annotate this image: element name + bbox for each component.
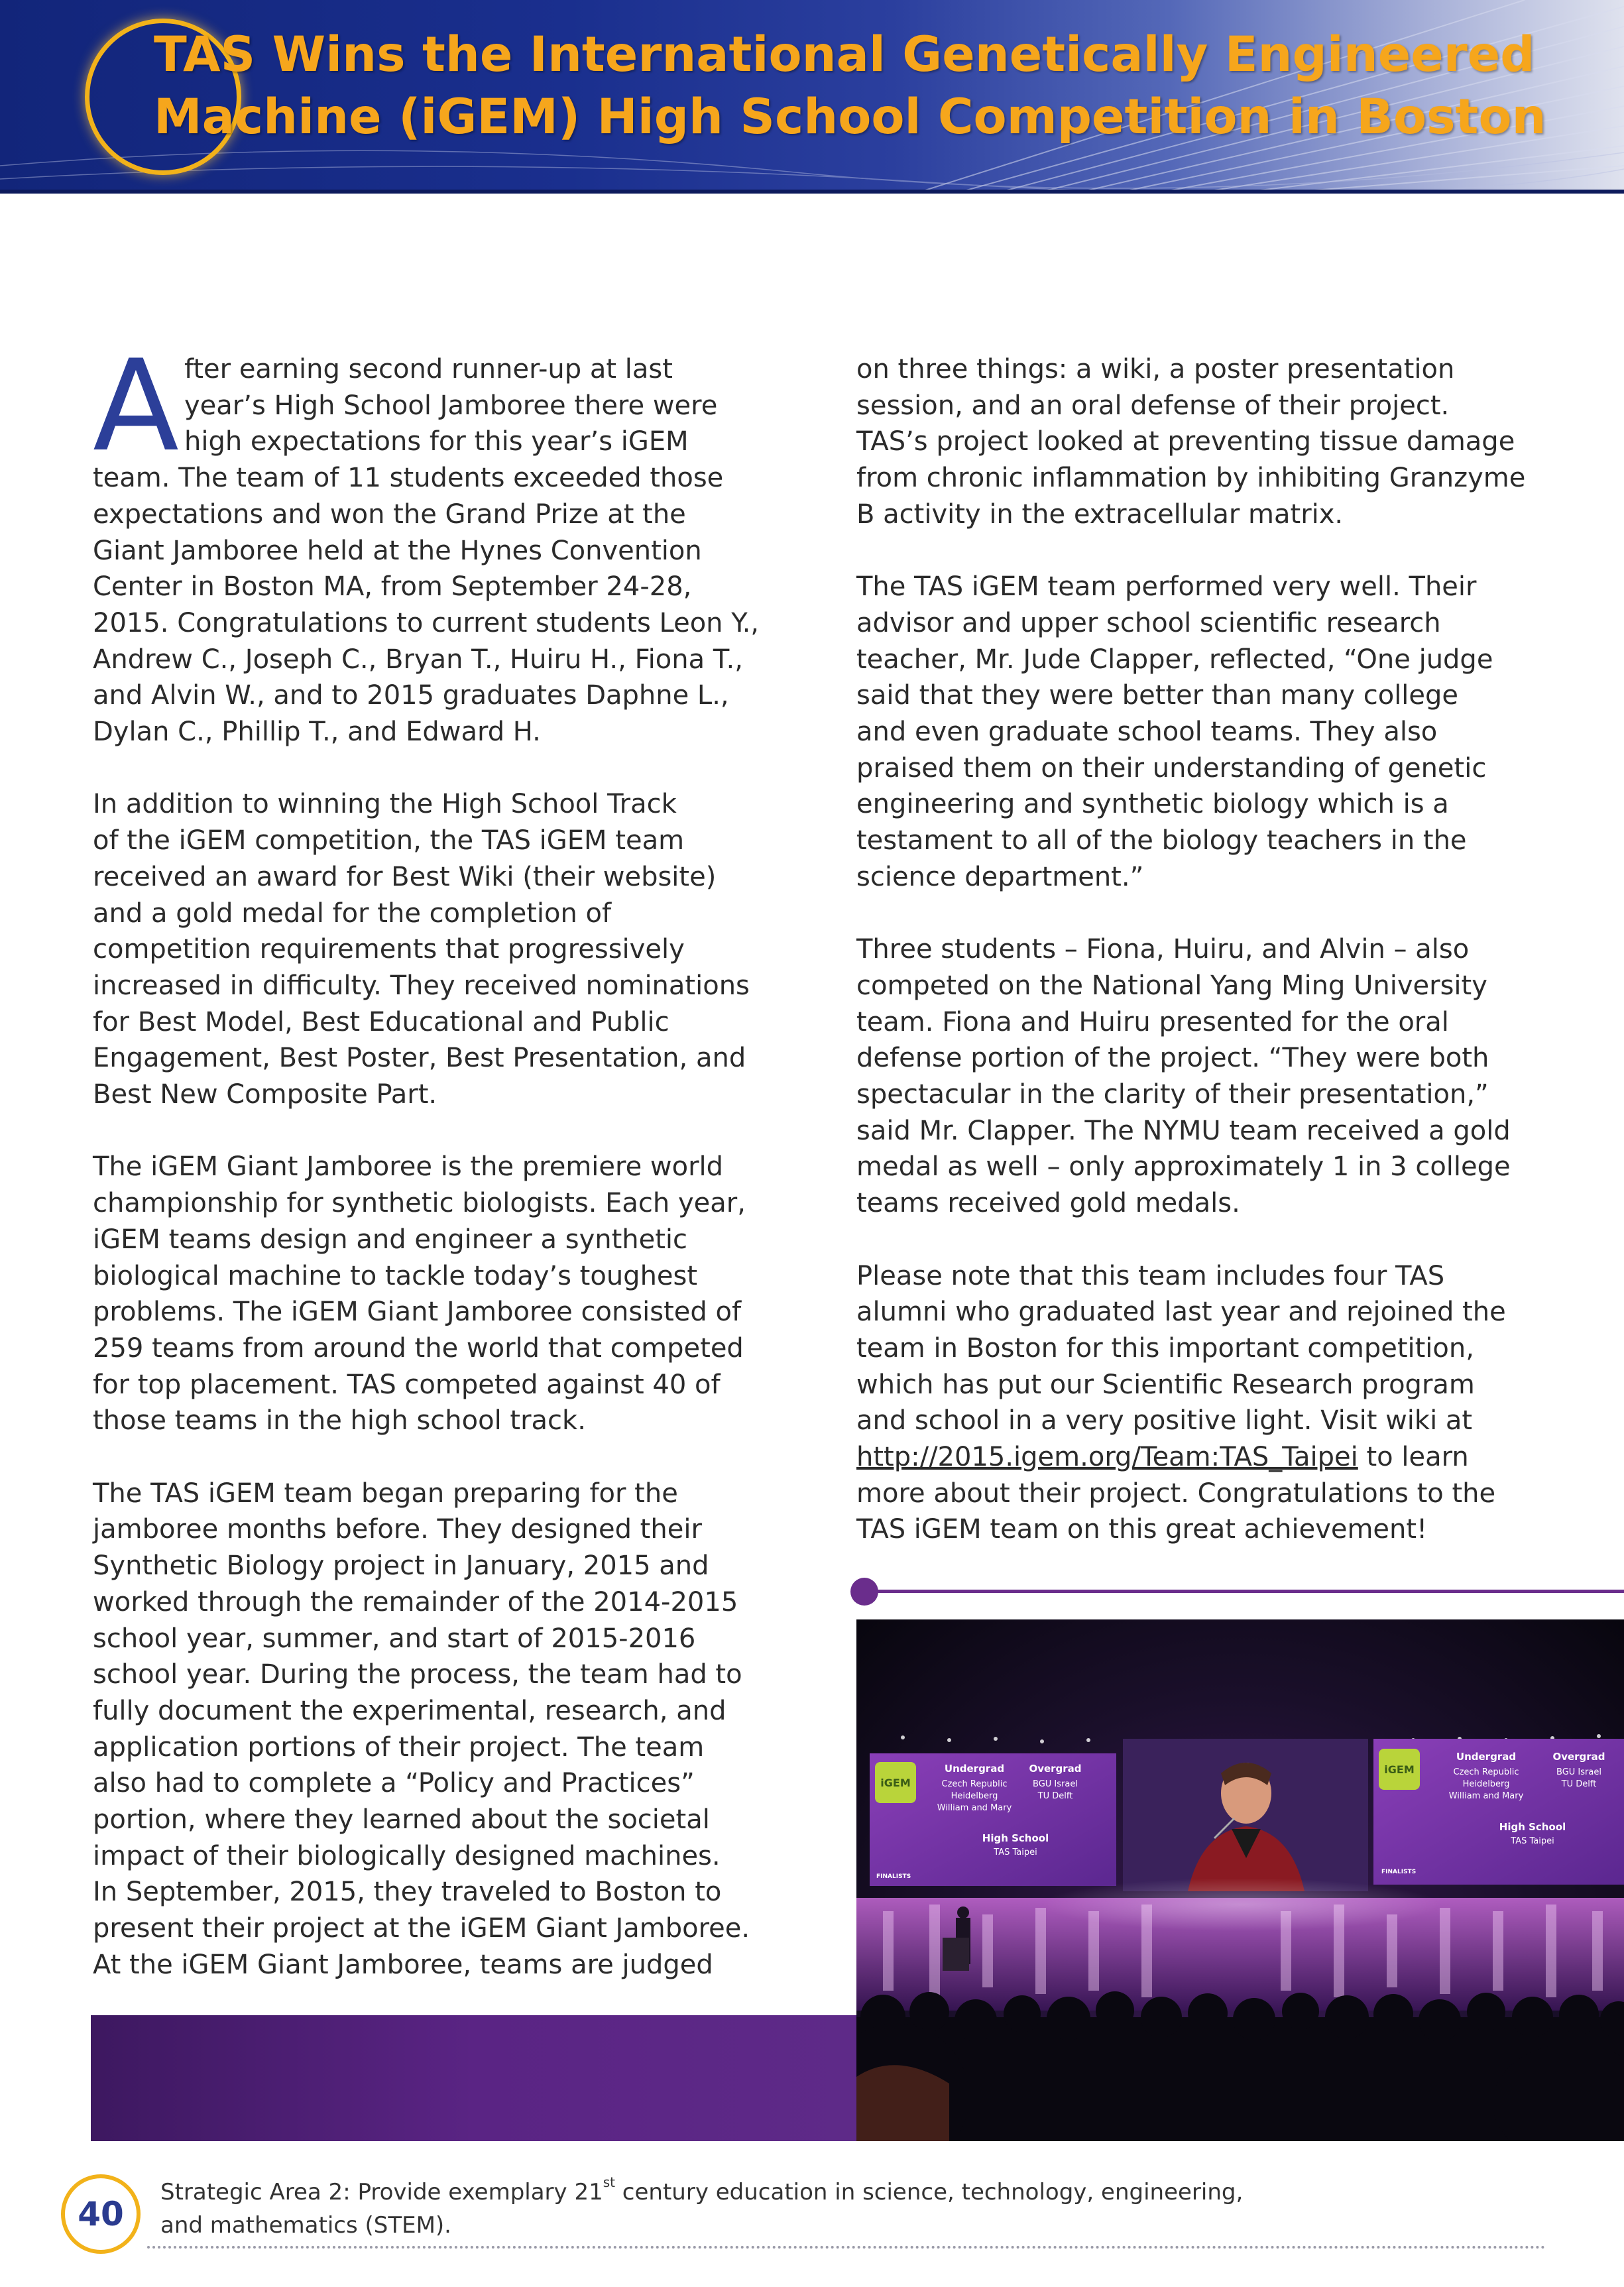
right-screen-undergrad-item-3: William and Mary bbox=[1448, 1791, 1524, 1801]
left-screen-highschool-header: High School bbox=[982, 1832, 1049, 1844]
article-column-right bbox=[856, 351, 1559, 1584]
page-number: 40 bbox=[78, 2195, 124, 2233]
footer-line-2: and mathematics (STEM). bbox=[160, 2212, 451, 2239]
paragraph-closing bbox=[856, 1258, 1559, 1549]
left-screen-overgrad-item-1: BGU Israel bbox=[1033, 1779, 1078, 1789]
left-screen-undergrad-header: Undergrad bbox=[944, 1763, 1005, 1775]
left-screen-undergrad-item-2: Heidelberg bbox=[951, 1791, 998, 1801]
audience-silhouettes bbox=[856, 1991, 1624, 2141]
left-screen-highschool-item: TAS Taipei bbox=[994, 1847, 1037, 1857]
paragraph-intro bbox=[93, 333, 795, 750]
right-screen-logo: iGEM bbox=[1384, 1763, 1415, 1776]
page-number-badge bbox=[61, 2174, 141, 2254]
footer-superscript: st bbox=[603, 2174, 615, 2190]
right-screen-highschool-header: High School bbox=[1499, 1821, 1566, 1833]
closing-text-before-link: Please note that this team includes four TAS alumni who graduated last year and rejoined the team in Boston for this important competition, which has put our Scientific Research program and school in a very positive light. Visit wiki at bbox=[856, 1260, 1506, 1437]
closing-text-after-link: to learn more about their project. Congratulations to the TAS iGEM team on this great achievement! bbox=[856, 1442, 1496, 1545]
paragraph-jamboree: The iGEM Giant Jamboree is the premiere world championship for synthetic biologists. Each year, iGEM teams design and engineer a synthetic biological machine to tackle today’s toughest problems. The iGEM Giant Jamboree consisted of 259 teams from around the world that competed for top placement. TAS competed against 40 of those teams in the high school track. bbox=[93, 1151, 746, 1437]
center-display-speaker bbox=[1123, 1739, 1368, 1891]
photo-divider-line bbox=[864, 1590, 1624, 1593]
left-display-screen bbox=[870, 1753, 1116, 1886]
jamboree-photo bbox=[856, 1619, 1624, 2141]
paragraph-performance: The TAS iGEM team performed very well. Their advisor and upper school scientific research teacher, Mr. Jude Clapper, reflected, “One judge said that they were better than many college and even graduate school teams. They also praised them on their understanding of genetic engineering and synthetic biology which is a testament to all of the biology teachers in the science department.” bbox=[856, 571, 1493, 892]
right-screen-overgrad-header: Overgrad bbox=[1552, 1751, 1605, 1763]
footer-dotted-rule bbox=[147, 2246, 1546, 2249]
right-screen-undergrad-header: Undergrad bbox=[1456, 1751, 1517, 1763]
paragraph-nymu: Three students – Fiona, Huiru, and Alvin – also competed on the National Yang Ming University team. Fiona and Huiru presented for the oral defense portion of the project. “They were both spectacular in the clarity of their presentation,” said Mr. Clapper. The NYMU team received a gold medal as well – only approximately 1 in 3 college teams received gold medals. bbox=[856, 934, 1511, 1219]
article-title: TAS Wins the International Genetically Engineered Machine (iGEM) High School Competition in Boston bbox=[154, 27, 1546, 145]
header-underline bbox=[0, 190, 1624, 194]
right-screen-highschool-item: TAS Taipei bbox=[1511, 1836, 1554, 1846]
footer-strategic-area bbox=[160, 2176, 1486, 2242]
header-banner bbox=[0, 0, 1624, 194]
footer-text-before-sup: Strategic Area 2: Provide exemplary 21 bbox=[160, 2179, 603, 2205]
purple-accent-bar bbox=[91, 2015, 860, 2141]
article-column-left bbox=[93, 333, 795, 2019]
right-screen-finalists: FINALISTS bbox=[1381, 1869, 1417, 1875]
right-display-screen bbox=[1373, 1739, 1624, 1885]
paragraph-intro-text: fter earning second runner-up at last year’s High School Jamboree there were high expectations for this year’s iGEM team. The team of 11 students exceeded those expectations and won the Grand Prize at the Giant Jamboree held at the Hynes Convention Center in Boston MA, from September 24-28, 2015. Congratulations to current students Leon Y., Andrew C., Joseph C., Bryan T., Huiru H., Fiona T., and Alvin W., and to 2015 graduates Daphne L., Dylan C., Phillip T., and Edward H. bbox=[93, 354, 759, 748]
left-screen-overgrad-header: Overgrad bbox=[1029, 1763, 1082, 1775]
jamboree-photo-illustration bbox=[856, 1619, 1624, 2141]
right-screen-undergrad-item-1: Czech Republic bbox=[1453, 1767, 1519, 1777]
paragraph-awards: In addition to winning the High School Track of the iGEM competition, the TAS iGEM team received an award for Best Wiki (their website) and a gold medal for the completion of competition requirements that progressively increased in difficulty. They received nominations for Best Model, Best Educational and Public Engagement, Best Poster, Best Presentation, and Best New Composite Part. bbox=[93, 789, 750, 1110]
left-screen-logo: iGEM bbox=[880, 1777, 911, 1789]
paragraph-preparation: The TAS iGEM team began preparing for the jamboree months before. They designed their Synthetic Biology project in January, 2015 and worked through the remainder of the 2014-2015 school year, summer, and start of 2015-2016 school year. During the process, the team had to fully document the experimental, research, and application portions of their project. The team also had to complete a “Policy and Practices” portion, where they learned about the societal impact of their biologically designed machines. In September, 2015, they traveled to Boston to present their project at the iGEM Giant Jamboree. At the iGEM Giant Jamboree, teams are judged bbox=[93, 1478, 750, 1980]
footer-line-1 bbox=[160, 2176, 1486, 2209]
right-screen-overgrad-item-1: BGU Israel bbox=[1556, 1767, 1601, 1777]
left-screen-overgrad-item-2: TU Delft bbox=[1037, 1791, 1073, 1801]
footer-text-after-sup: century education in science, technology, engineering, bbox=[615, 2179, 1244, 2205]
left-screen-undergrad-item-1: Czech Republic bbox=[941, 1779, 1008, 1789]
right-screen-undergrad-item-2: Heidelberg bbox=[1462, 1779, 1510, 1789]
left-screen-finalists: FINALISTS bbox=[876, 1873, 911, 1880]
dropcap: A bbox=[93, 333, 179, 479]
right-screen-overgrad-item-2: TU Delft bbox=[1561, 1779, 1597, 1789]
left-screen-undergrad-item-3: William and Mary bbox=[937, 1803, 1012, 1813]
team-wiki-link[interactable]: http://2015.igem.org/Team:TAS_Taipei bbox=[856, 1442, 1358, 1473]
stage-area bbox=[856, 1878, 1624, 2011]
photo-divider-dot bbox=[850, 1578, 878, 1606]
paragraph-judging: on three things: a wiki, a poster presentation session, and an oral defense of their project. TAS’s project looked at preventing tissue damage from chronic inflammation by inhibiting Granzyme B activity in the extracellular matrix. bbox=[856, 354, 1526, 530]
